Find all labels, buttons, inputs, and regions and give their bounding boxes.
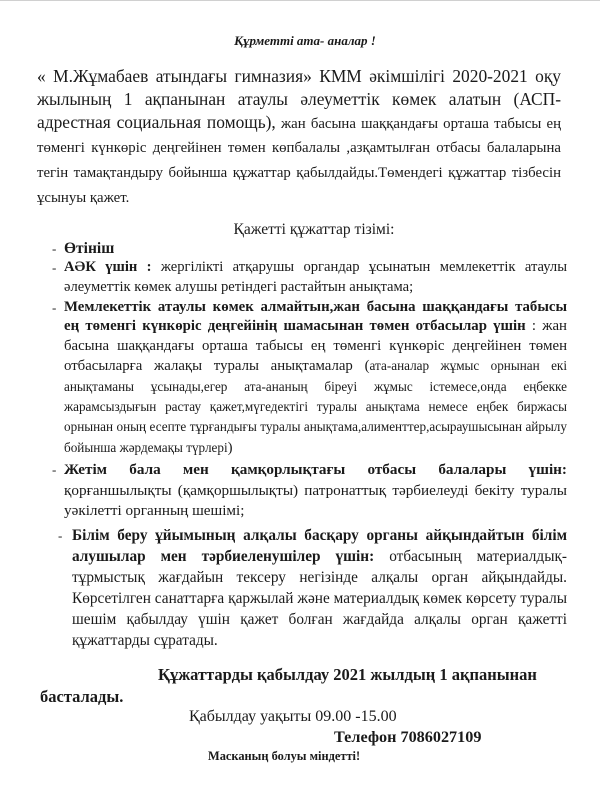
bullet-dash: - — [52, 300, 57, 315]
list-item-note: ата-аналар жұмыс орнынан екі анықтаманы ұсынады,егер ата-ананың біреуі жұмыс істемесе,онда еңбекке жарамсыздығын растау қажет,мүгедектігі туралы анықтама немесе еңбек биржасы орнынан оның есепте тұрғандығы туралы анықтама,алименттер,асыраушысынан айрылу бойынша жәрдемақы түрлері — [64, 358, 567, 455]
list-item-bold: Мемлекеттік атаулы көмек алмайтын,жан басына шаққандағы табысы ең төменгі күнкөріс деңгейінің шамасынан төмен отбасылар үшін — [64, 299, 567, 335]
list-item-bold: Білім беру ұйымының алқалы басқару органы айқындайтын білім алушылар мен тәрбиеленушілер үшін: — [72, 526, 567, 565]
list-item-bold: Өтініш — [64, 239, 115, 257]
list-item-note-end: ) — [227, 439, 233, 456]
list-item-text: жергілікті атқарушы органдар ұсынатын мемлекеттік атаулы әлеуметтік көмек алушы ретіндегі растайтын анықтама; — [64, 259, 567, 295]
bullet-dash: - — [52, 462, 57, 478]
list-item-text: қорғаншылықты (қамқоршылықты) патронаттық тәрбиелеуді бекіту туралы уәкілетті органның шешімі; — [64, 481, 567, 520]
intro-paragraph — [37, 65, 561, 210]
acceptance-start-line2: басталады. — [40, 686, 124, 706]
acceptance-start-line1: Құжаттарды қабылдау 2021 жылдың 1 ақпанынан — [158, 664, 537, 684]
list-item — [52, 298, 567, 458]
list-item-text: : жан басына шаққандағы орташа табысы ең төменгі күнкөріс деңгейінен төмен отбасыларға жалақы туралы анықтамалар ( — [64, 318, 567, 375]
reception-hours: Қабылдау уақыты 09.00 -15.00 — [189, 707, 397, 725]
list-item — [52, 239, 567, 258]
documents-list — [52, 239, 567, 651]
mask-notice: Масканың болуы міндетті! — [208, 748, 361, 763]
list-item — [52, 460, 567, 522]
documents-list-title: Қажетті құжаттар тізімі: — [233, 220, 395, 238]
list-item — [52, 258, 567, 297]
greeting-heading: Құрметті ата- аналар ! — [234, 33, 376, 48]
page-top-border — [0, 0, 600, 1]
contact-phone: Телефон 7086027109 — [334, 727, 482, 746]
bullet-dash: - — [52, 240, 57, 256]
list-item-text: отбасының материалдық-тұрмыстық жағдайын тексеру негізінде алқалы орган айқындайды. Көрсетілген санаттарға қаржылай және материалдық көмек көрсету туралы шешім қабылдау үшін қажет болған жағдайда алқалы орган қажетті құжаттарды сұратады. — [72, 547, 568, 649]
bullet-dash: - — [58, 527, 63, 543]
bullet-dash: - — [52, 260, 57, 276]
intro-rest-text: жан басына шаққандағы орташа табысы ең төменгі күнкөріс деңгейінен төмен көпбалалы ,азқамтылған отбасы балаларына тегін тамақтандыру бойынша құжаттар қабылдайды.Төмендегі құжаттар тізбесін ұсынуы қажет. — [37, 115, 561, 206]
list-item-bold: Жетім бала мен қамқорлықтағы отбасы балалары үшін: — [64, 461, 567, 479]
intro-main-text: « М.Жұмабаев атындағы гимназия» КММ әкімшілігі 2020-2021 оқу жылының 1 ақпанынан атаулы әлеуметтік көмек алатын (АСП-адрестная социальная помощь), — [37, 66, 561, 132]
list-item-bold: АӘК үшін : — [64, 259, 152, 276]
list-item — [52, 525, 567, 651]
